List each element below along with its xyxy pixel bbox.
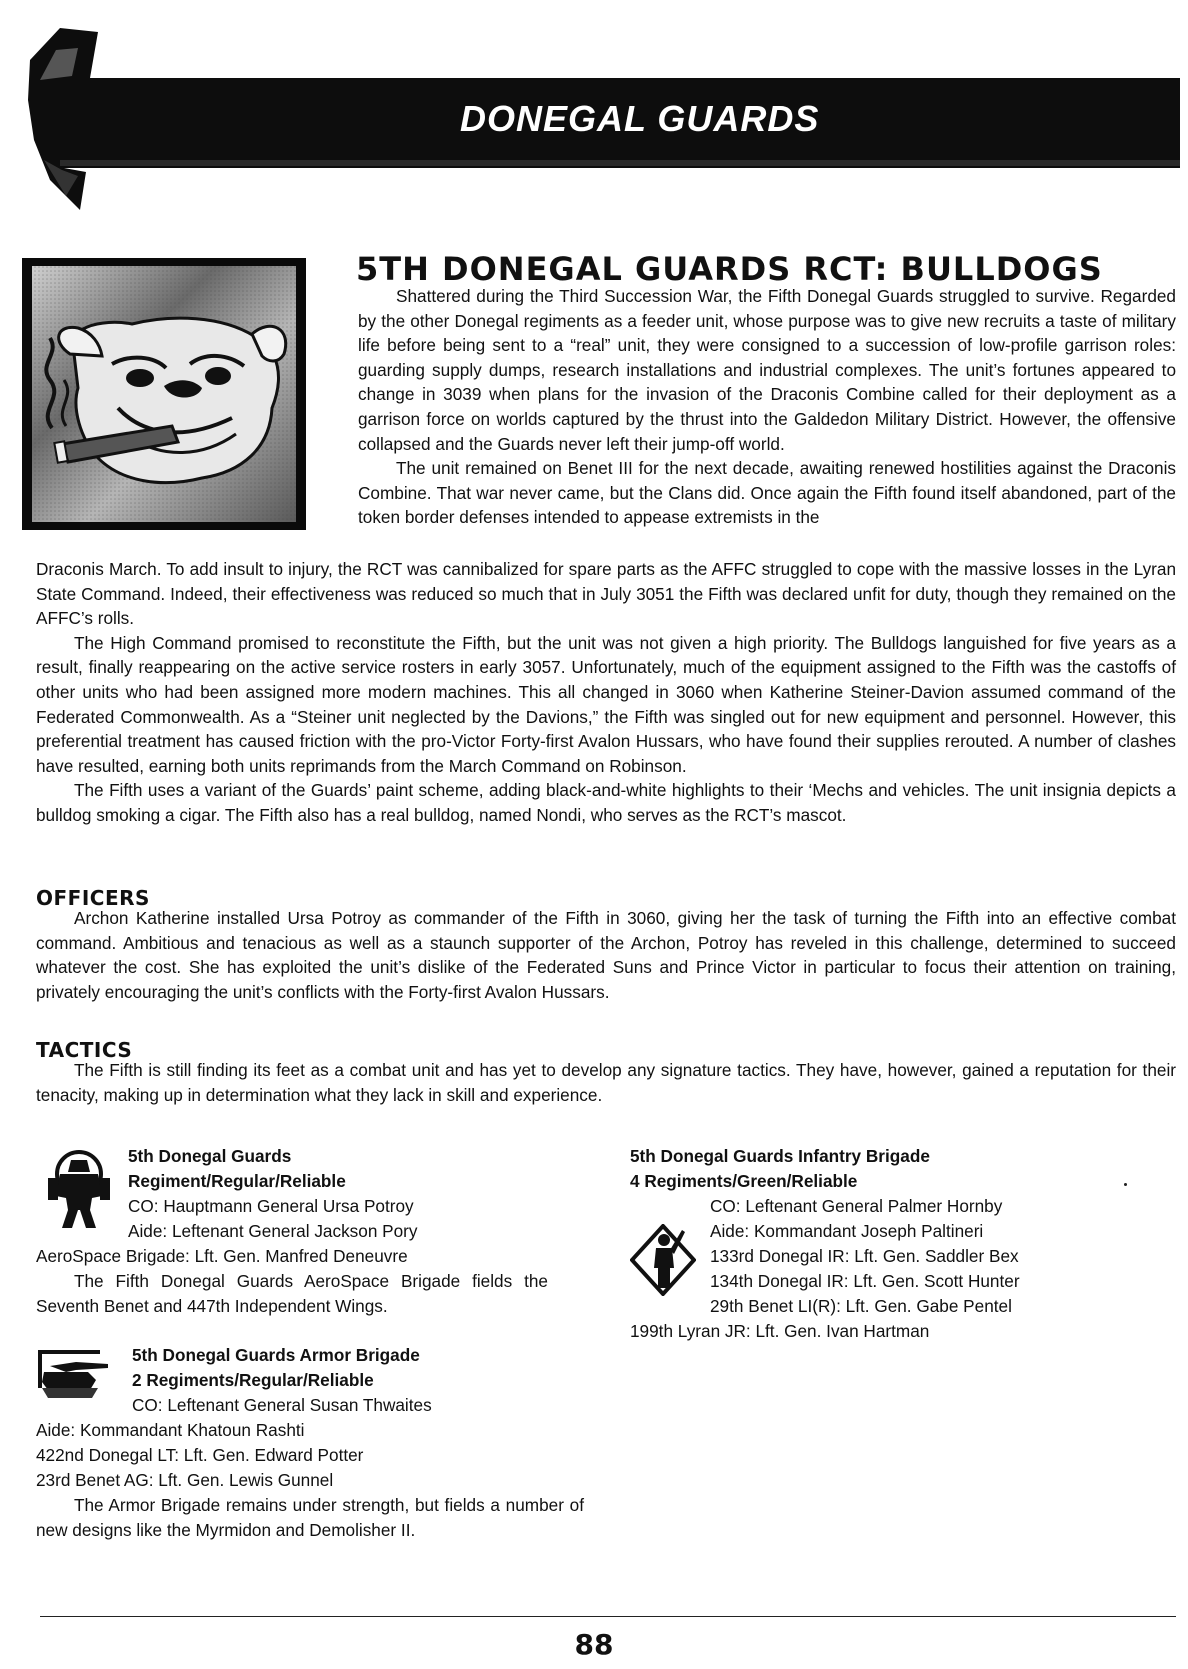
intro-text xyxy=(358,284,1176,530)
unit-title: 5th Donegal Guards Armor Brigade xyxy=(132,1345,420,1365)
unit-description: The Armor Brigade remains under strength, but fields a number of new designs like the Myrmidon and Demolisher II. xyxy=(36,1495,584,1540)
body-text xyxy=(36,557,1176,828)
paragraph: Archon Katherine installed Ursa Potroy as commander of the Fifth in 3060, giving her the task of turning the Fifth into an effective combat command. Ambitious and tenacious as well as a staunch supporter of the Archon, Potroy has reveled in this challenge, determined to succeed whatever the cost. She has exploited the unit’s dislike of the Federated Suns and Prince Victor in particular to focus their attention on training, privately encouraging the unit’s conflicts with the Forty-first Avalon Hussars. xyxy=(36,908,1176,1002)
unit-title: 5th Donegal Guards xyxy=(128,1146,292,1166)
page-title: DONEGAL GUARDS xyxy=(460,98,820,139)
unit-sub: 134th Donegal IR: Lft. Gen. Scott Hunter xyxy=(710,1271,1020,1291)
unit-aide: Aide: Kommandant Joseph Paltineri xyxy=(710,1221,984,1241)
print-speck xyxy=(1124,1183,1127,1186)
tactics-text xyxy=(36,1058,1176,1107)
bulldog-emblem-icon xyxy=(22,258,306,530)
unit-subtitle: Regiment/Regular/Reliable xyxy=(128,1171,346,1191)
paragraph: The High Command promised to reconstitute the Fifth, but the unit was not given a high priority. The Bulldogs languished for five years as a result, finally reappearing on the active service rosters in early 3057. Unfortunately, much of the equipment assigned to the Fifth was the castoffs of other units who had been assigned more modern machines. This all changed in 3060 when Katherine Steiner-Davion assumed command of the Federated Commonwealth. As a “Steiner unit neglected by the Davions,” the Fifth was singled out for new equipment and personnel. However, this preferential treatment has caused friction with the pro-Victor Forty-first Avalon Hussars, who have found their supplies rerouted. A number of clashes have resulted, earning both units reprimands from the March Command on Robinson. xyxy=(36,632,1176,776)
unit-regiment xyxy=(36,1144,586,1319)
header-banner xyxy=(20,20,1180,230)
unit-sub: 29th Benet LI(R): Lft. Gen. Gabe Pentel xyxy=(710,1296,1012,1316)
unit-co: CO: Leftenant General Susan Thwaites xyxy=(132,1395,432,1415)
unit-subtitle: 2 Regiments/Regular/Reliable xyxy=(132,1370,374,1390)
tactics-heading: TACTICS xyxy=(36,1038,133,1062)
unit-co: CO: Leftenant General Palmer Hornby xyxy=(710,1196,1003,1216)
officers-heading: OFFICERS xyxy=(36,886,150,910)
unit-aide: Aide: Leftenant General Jackson Pory xyxy=(128,1221,418,1241)
paragraph: The unit remained on Benet III for the next decade, awaiting renewed hostilities against the Draconis Combine. That war never came, but the Clans did. Once again the Fifth found itself abandoned, part of the token border defenses intended to appease extremists in the xyxy=(358,458,1176,528)
paragraph: Draconis March. To add insult to injury, the RCT was cannibalized for spare parts as the AFFC struggled to cope with the massive losses in the Lyran State Command. Indeed, their effectiveness was reduced so much that in July 3051 the Fifth was declared unfit for duty, though they remained on the AFFC’s rolls. xyxy=(36,559,1176,629)
unit-title: 5th Donegal Guards Infantry Brigade xyxy=(630,1146,930,1166)
section-title: 5TH DONEGAL GUARDS RCT: BULLDOGS xyxy=(356,250,1103,288)
unit-sub: 422nd Donegal LT: Lft. Gen. Edward Potter xyxy=(36,1445,364,1465)
paragraph: The Fifth uses a variant of the Guards’ paint scheme, adding black-and-white highlights to their ‘Mechs and vehicles. The unit insignia depicts a bulldog smoking a cigar. The Fifth also has a real bulldog, named Nondi, who serves as the RCT’s mascot. xyxy=(36,780,1176,825)
paragraph: The Fifth is still finding its feet as a combat unit and has yet to develop any signature tactics. They have, however, gained a reputation for their tenacity, making up in determination what they lack in skill and experience. xyxy=(36,1060,1176,1105)
unit-infantry xyxy=(630,1144,1150,1344)
unit-aide: Aide: Kommandant Khatoun Rashti xyxy=(36,1420,305,1440)
page-number: 88 xyxy=(574,1628,614,1661)
unit-aerospace: AeroSpace Brigade: Lft. Gen. Manfred Deneuvre xyxy=(36,1246,408,1266)
unit-co: CO: Hauptmann General Ursa Potroy xyxy=(128,1196,414,1216)
paragraph: Shattered during the Third Succession War, the Fifth Donegal Guards struggled to survive. Regarded by the other Donegal regiments as a feeder unit, whose purpose was to give new recruits a taste of military life before being sent to a “real” unit, they were consigned to a succession of low-profile garrison roles: guarding supply dumps, research installations and industrial complexes. The unit’s fortunes appeared to change in 3039 when plans for the invasion of the Draconis Combine called for their deployment as a garrison force on worlds captured by the thrust into the Galdedon Military District. However, the offensive collapsed and the Guards never left their jump-off world. xyxy=(358,286,1176,454)
unit-sub: 23rd Benet AG: Lft. Gen. Lewis Gunnel xyxy=(36,1470,334,1490)
unit-sub: 133rd Donegal IR: Lft. Gen. Saddler Bex xyxy=(710,1246,1019,1266)
unit-armor xyxy=(36,1343,586,1543)
footer-rule xyxy=(40,1616,1176,1617)
unit-subtitle: 4 Regiments/Green/Reliable xyxy=(630,1171,858,1191)
officers-text xyxy=(36,906,1176,1004)
unit-description: The Fifth Donegal Guards AeroSpace Brigade fields the Seventh Benet and 447th Independent Wings. xyxy=(36,1271,548,1316)
unit-sub: 199th Lyran JR: Lft. Gen. Ivan Hartman xyxy=(630,1321,930,1341)
